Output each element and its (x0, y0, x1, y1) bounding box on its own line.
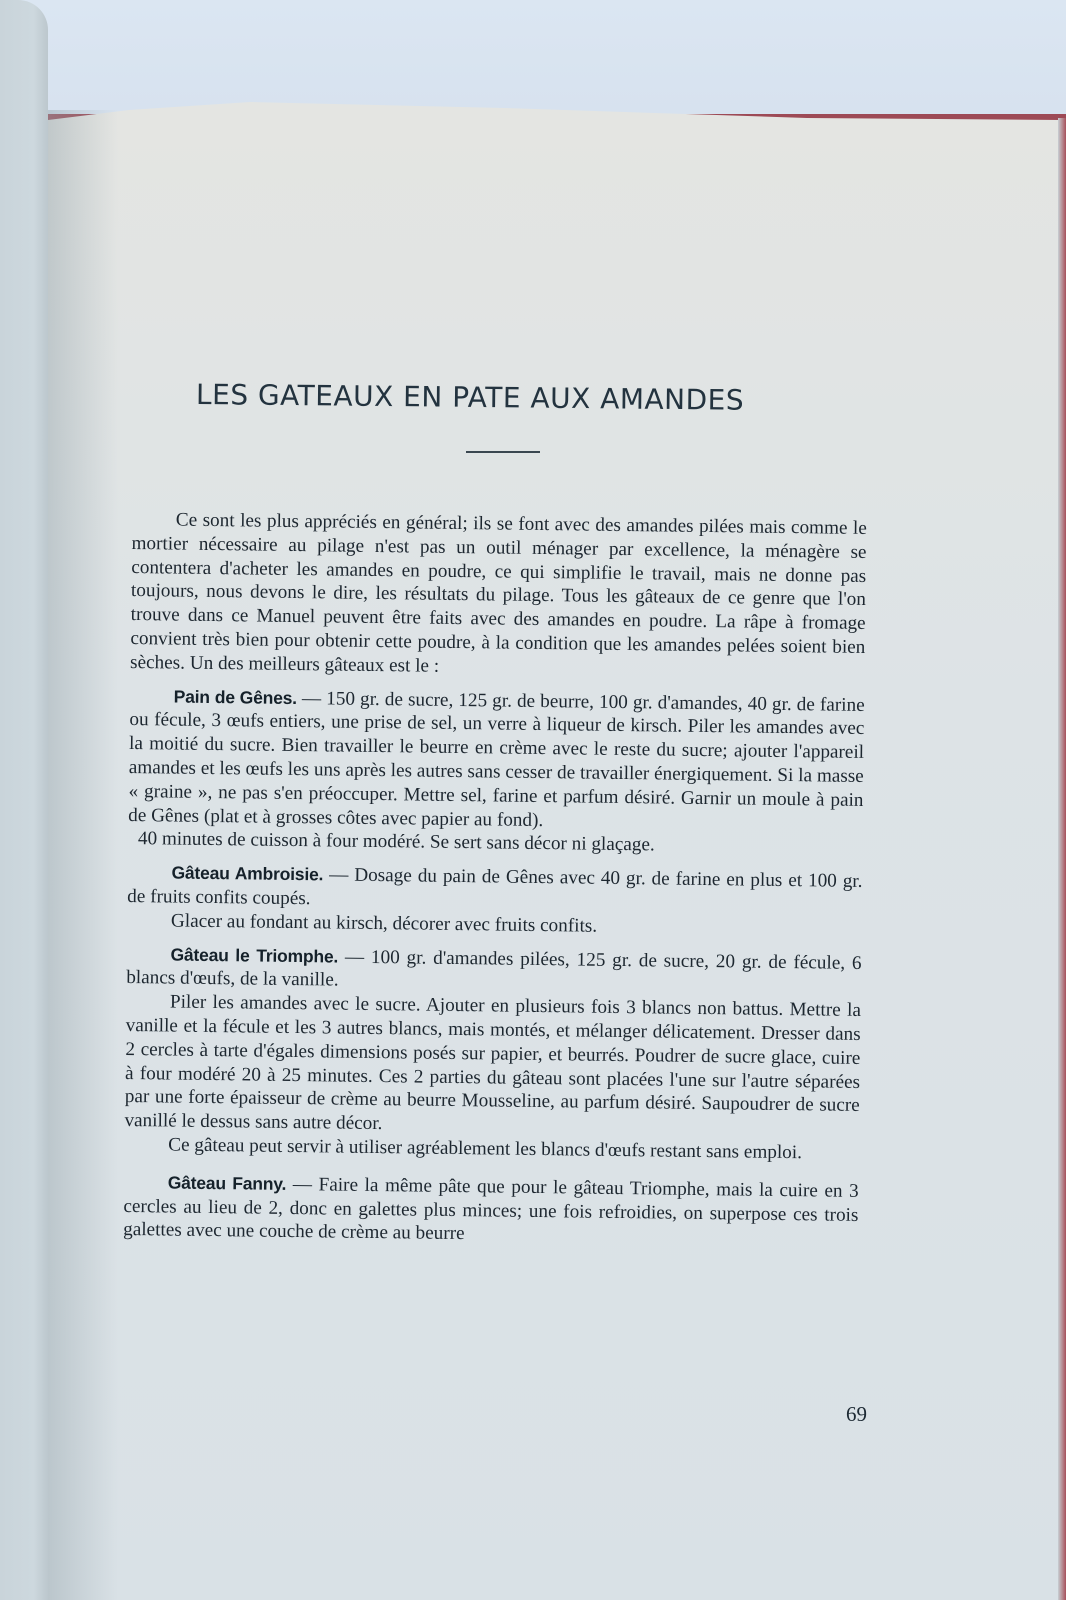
recipe-text: — 100 gr. d'amandes pilées, 125 gr. de sucre, 20 gr. de fécule, 6 blancs d'œufs, de la vanille. (126, 946, 862, 991)
recipe-paragraph: 40 minutes de cuisson à four modéré. Se sert sans décor ni glaçage. (137, 828, 655, 856)
gutter-shadow (48, 110, 118, 1600)
recipe-pain-de-genes (128, 685, 865, 837)
recipe-gateau-ambroisie (127, 861, 863, 918)
recipe-text: — 150 gr. de sucre, 125 gr. de beurre, 100 gr. d'amandes, 40 gr. de farine ou fécule, 3 œufs entiers, une prise de sel, un verre à liqueur de kirsch. Piler les amandes avec la moitié du sucre. Bien travailler le beurre en crème avec le reste du sucre; ajouter l'appareil amandes et les œufs les uns après les autres sans cesser de travailler énergiquement. Si la masse « graine », ne pas s'en préoccuper. Mettre sel, farine et parfum désiré. Garnir un moule à pain de Gênes (plat et à grosses côtes avec papier au fond). (128, 687, 865, 831)
recipe-paragraph: Glacer au fondant au kirsch, décorer avec fruits confits. (170, 910, 598, 937)
recipe-name: Pain de Gênes. (173, 686, 298, 708)
left-page-edge (0, 0, 48, 1600)
recipe-text: — Dosage du pain de Gênes avec 40 gr. de farine en plus et 100 gr. de fruits confits coupés. (127, 864, 863, 910)
recipe-text: — Faire la même pâte que pour le gâteau Triomphe, mais la cuire en 3 cercles au lieu de 2, donc en galettes plus minces; une fois refroidies, on superpose ces trois galettes avec une couche de crème au beurre (123, 1173, 859, 1245)
recipe-gateau-fanny (123, 1171, 859, 1251)
chapter-title: LES GATEAUX EN PATE AUX AMANDES (195, 378, 745, 417)
intro-paragraph: Ce sont les plus appréciés en général; ils se font avec des amandes pilées mais comme le mortier nécessaire au pilage n'est pas un outil ménager par excellence, la ménagère se contentera d'acheter les amandes en poudre, ce qui simplifie le travail, mais ne donne pas toujours, nous devons le dire, les résultats du pilage. Tous les gâteaux de ce genre que l'on trouve dans ce Manuel peuvent être faits avec des amandes en poudre. La râpe à fromage convient très bien pour obtenir cette poudre, à la condition que les amandes pelées soient bien sèches. Un des meilleurs gâteaux est le : (129, 509, 867, 677)
page-body (123, 508, 867, 1251)
page-number: 69 (846, 1402, 867, 1426)
recipe-name: Gâteau Ambroisie. (171, 862, 324, 885)
recipe-paragraph: Ce gâteau peut servir à utiliser agréablement les blancs d'œufs restant sans emploi. (168, 1134, 803, 1164)
title-divider (466, 451, 540, 453)
recipe-name: Gâteau le Triomphe. (170, 944, 339, 967)
right-page-edge (1058, 118, 1066, 1600)
recipe-name: Gâteau Fanny. (167, 1172, 287, 1194)
recipe-paragraph: Piler les amandes avec le sucre. Ajouter en plusieurs fois 3 blancs non battus. Mettre la vanille et la fécule et les 3 autres blancs, mais montés, et mélanger délicatement. Dresser dans 2 cercles à tarte d'égales dimensions posés sur papier, et beurrés. Poudrer de sucre glace, cuire à four modéré 20 à 25 minutes. Ces 2 parties du gâteau sont placées l'une sur l'autre séparées par une forte épaisseur de crème au beurre Mousseline, au parfum désiré. Saupoudrer de sucre vanillé le dessus sans autre décor. (124, 991, 862, 1135)
